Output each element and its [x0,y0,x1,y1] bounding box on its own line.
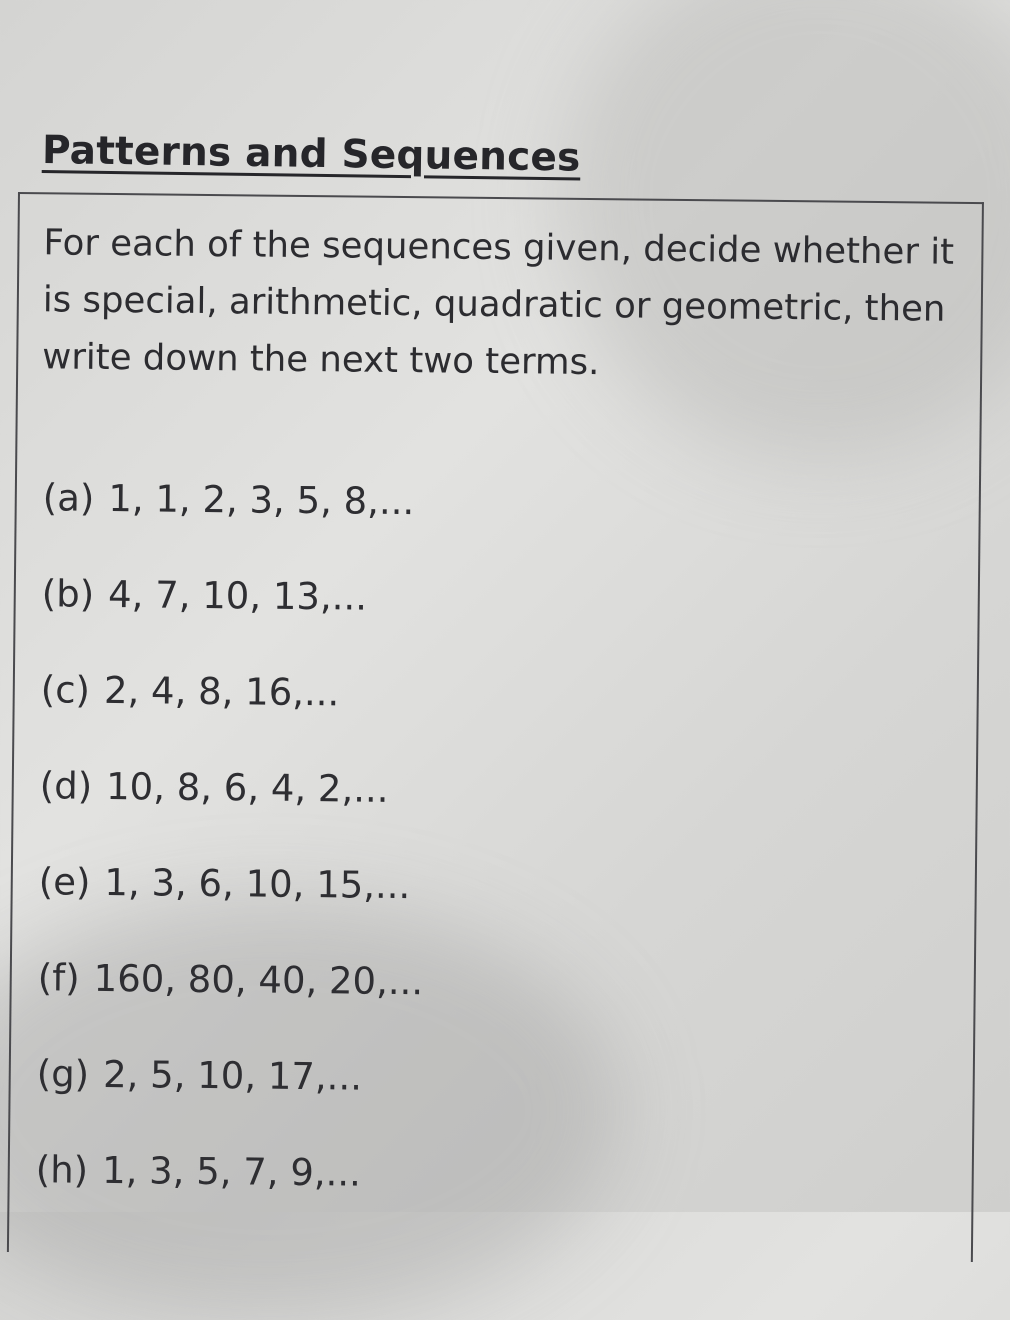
question-label: (d) [39,764,93,808]
page-title: Patterns and Sequences [41,128,581,181]
question-list [35,476,428,1248]
question-label: (c) [40,668,91,712]
question-sequence: 1, 3, 5, 7, 9,... [101,1148,362,1195]
question-box [7,192,984,1262]
question-label: (h) [35,1148,89,1192]
question-sequence: 4, 7, 10, 13,... [107,572,368,619]
question-label: (g) [36,1052,90,1096]
question-label: (b) [41,572,95,616]
instructions-text: For each of the sequences given, decide whether it is special, arithmetic, quadratic or geometric, then write down the next two terms. [42,222,955,384]
question-label: (f) [37,956,80,1000]
question-item-d [39,764,425,864]
question-sequence: 1, 3, 6, 10, 15,... [104,860,411,908]
question-item-a [42,476,428,576]
question-item-b [41,572,427,672]
question-sequence: 2, 4, 8, 16,... [103,668,340,715]
question-sequence: 10, 8, 6, 4, 2,... [105,764,389,811]
question-item-h [35,1148,421,1248]
question-item-g [36,1052,422,1152]
question-sequence: 160, 80, 40, 20,... [93,956,424,1004]
question-item-f [37,956,423,1056]
question-sequence: 1, 1, 2, 3, 5, 8,... [108,476,415,524]
question-label: (e) [38,860,91,904]
question-item-c [40,668,426,768]
question-label: (a) [42,476,95,520]
question-item-e [38,860,424,960]
question-sequence: 2, 5, 10, 17,... [102,1052,363,1099]
